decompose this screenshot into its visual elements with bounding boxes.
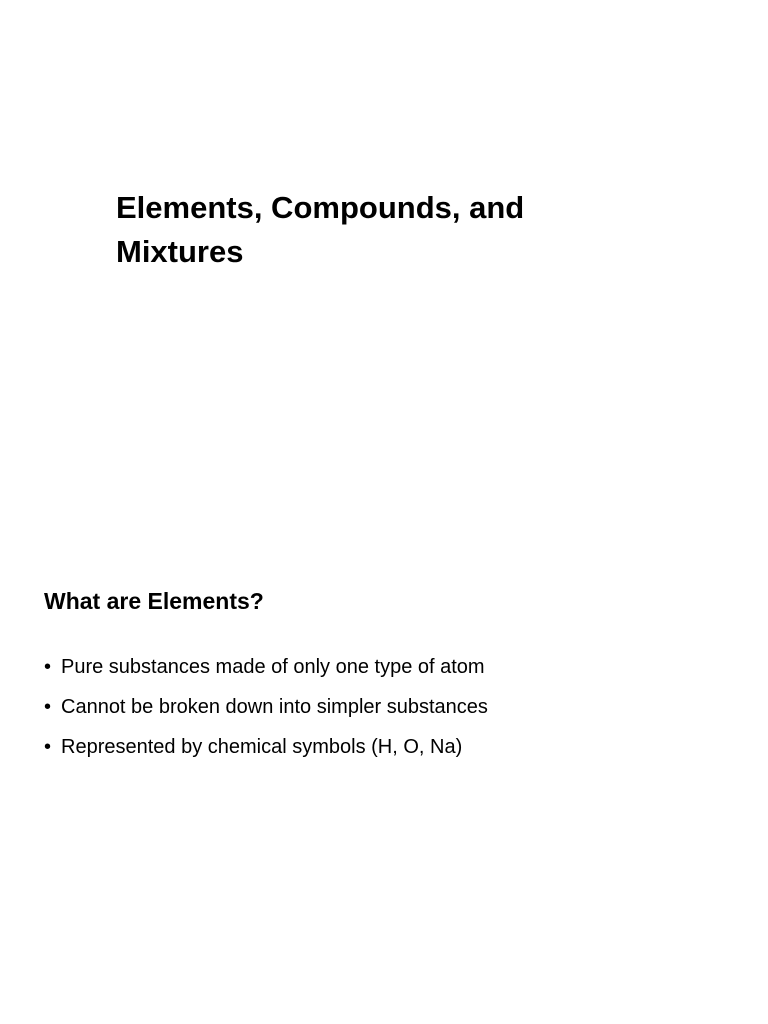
page-title-line-2: Mixtures [116, 234, 244, 269]
bullet-text: Pure substances made of only one type of atom [61, 656, 485, 678]
bullet-icon: • [44, 736, 52, 758]
bullet-item [44, 693, 724, 721]
section-heading: What are Elements? [44, 588, 264, 614]
bullet-item [44, 653, 724, 681]
bullet-icon: • [44, 696, 52, 718]
bullet-item [44, 733, 724, 761]
bullet-icon: • [44, 656, 52, 678]
page-title-line-1: Elements, Compounds, and [116, 190, 525, 225]
bullet-list [44, 653, 724, 761]
page-title [116, 186, 576, 274]
bullet-text: Cannot be broken down into simpler substances [61, 696, 488, 718]
bullet-text: Represented by chemical symbols (H, O, Na) [61, 736, 463, 758]
elements-section [44, 585, 724, 773]
